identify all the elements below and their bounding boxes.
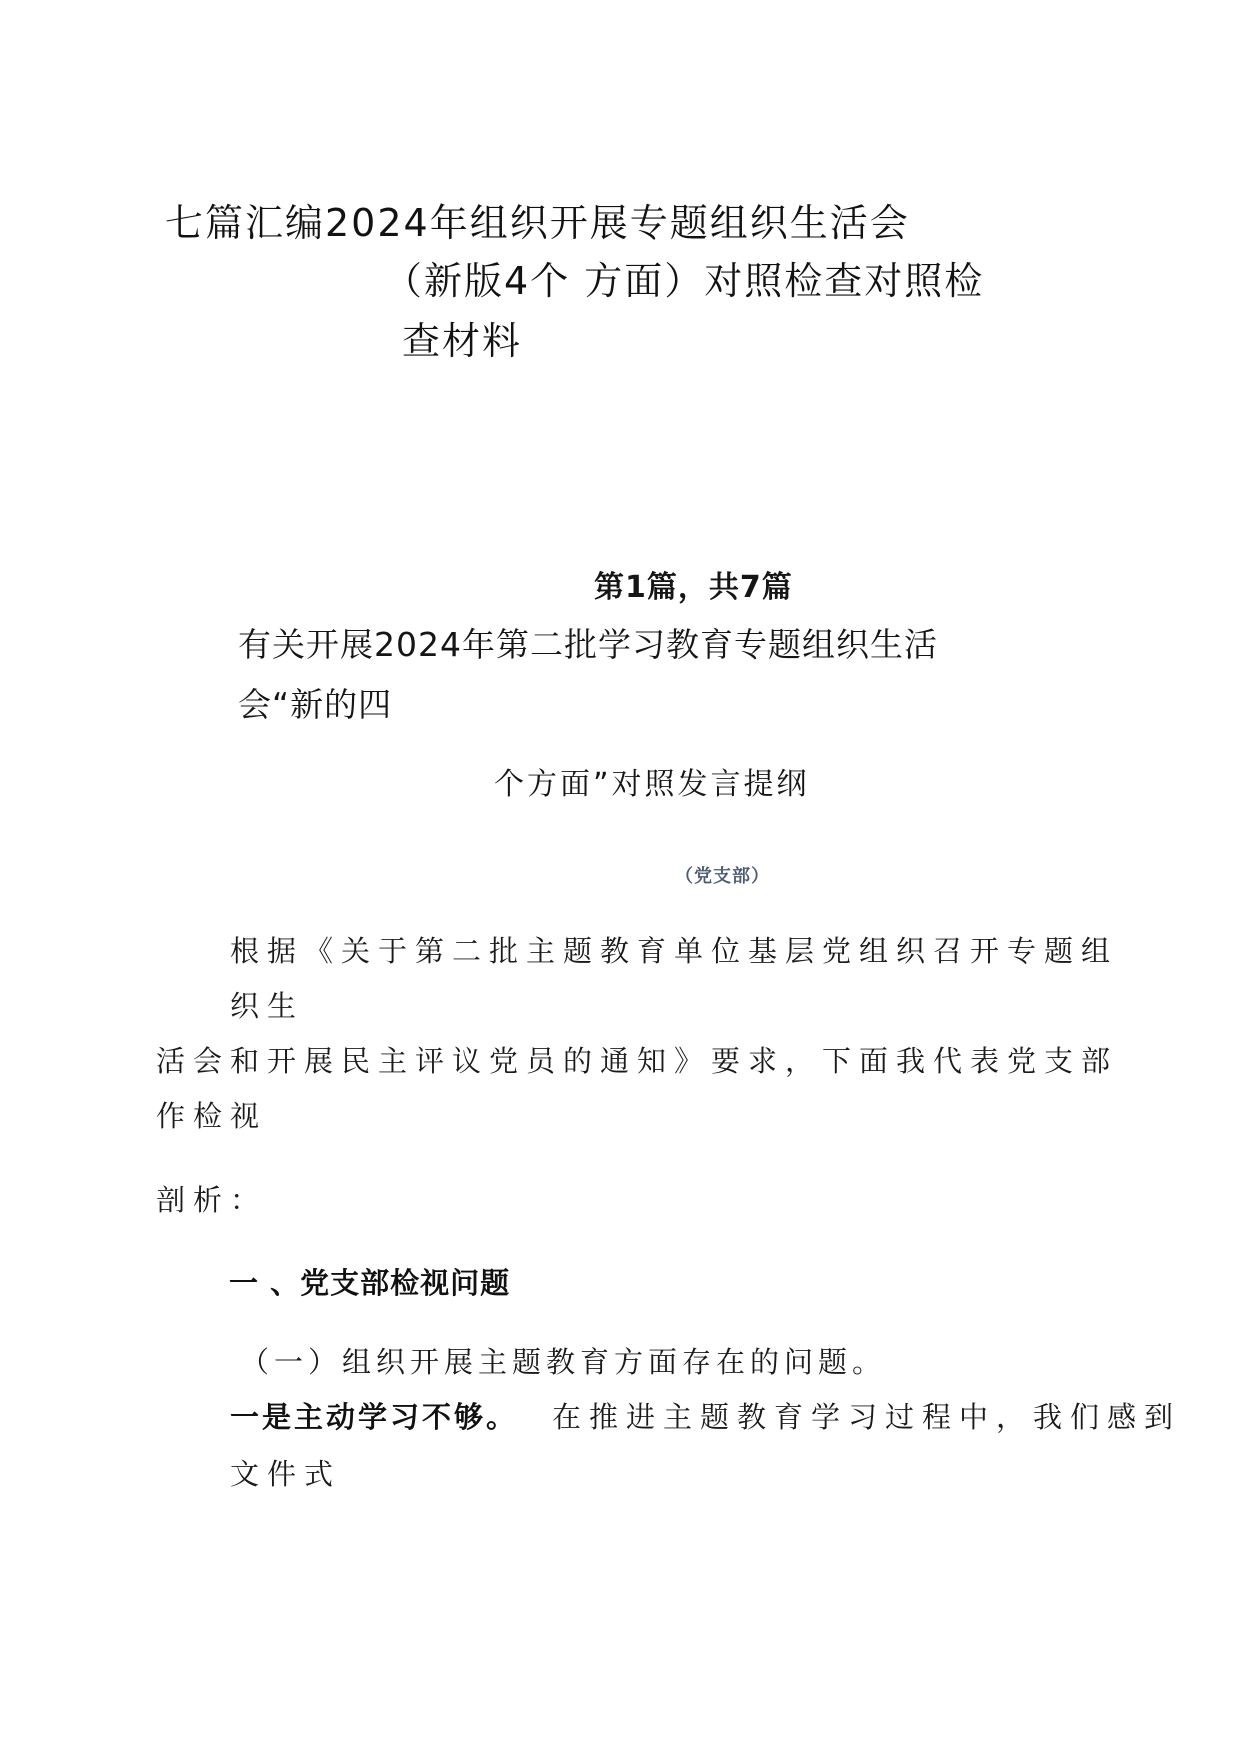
main-title-line-2: （新版4个 方面）对照检查对照检 xyxy=(384,259,985,303)
intro-line-1: 根据《关于第二批主题教育单位基层党组织召开专题组 xyxy=(230,934,1119,968)
intro-line-5: 剖析： xyxy=(156,1183,268,1217)
point-1-line xyxy=(230,1400,1182,1434)
intro-line-2: 织生 xyxy=(230,989,305,1023)
point-1-continuation: 文件式 xyxy=(230,1457,342,1491)
article-title-line-1: 有关开展2024年第二批学习教育专题组织生活 xyxy=(238,625,938,664)
main-title-line-3: 查材料 xyxy=(402,319,523,363)
subsection-heading-1: （一）组织开展主题教育方面存在的问题。 xyxy=(240,1345,887,1379)
intro-line-3: 活会和开展民主评议党员的通知》要求，下面我代表党支部 xyxy=(156,1044,1119,1078)
org-label: （党支部） xyxy=(675,866,770,887)
main-title-line-1: 七篇汇编2024年组织开展专题组织生活会 xyxy=(165,201,910,245)
article-title-line-3: 个方面”对照发言提纲 xyxy=(494,767,810,802)
article-title-line-2: 会“新的四 xyxy=(238,685,393,724)
point-1-label: 一是主动学习不够。 xyxy=(230,1400,519,1434)
intro-line-4: 作检视 xyxy=(156,1099,268,1133)
section-heading-1: 一 、党支部检视问题 xyxy=(229,1266,511,1300)
chapter-label: 第1篇，共7篇 xyxy=(594,570,793,605)
point-1-text: 在推进主题教育学习过程中，我们感到 xyxy=(552,1400,1182,1434)
